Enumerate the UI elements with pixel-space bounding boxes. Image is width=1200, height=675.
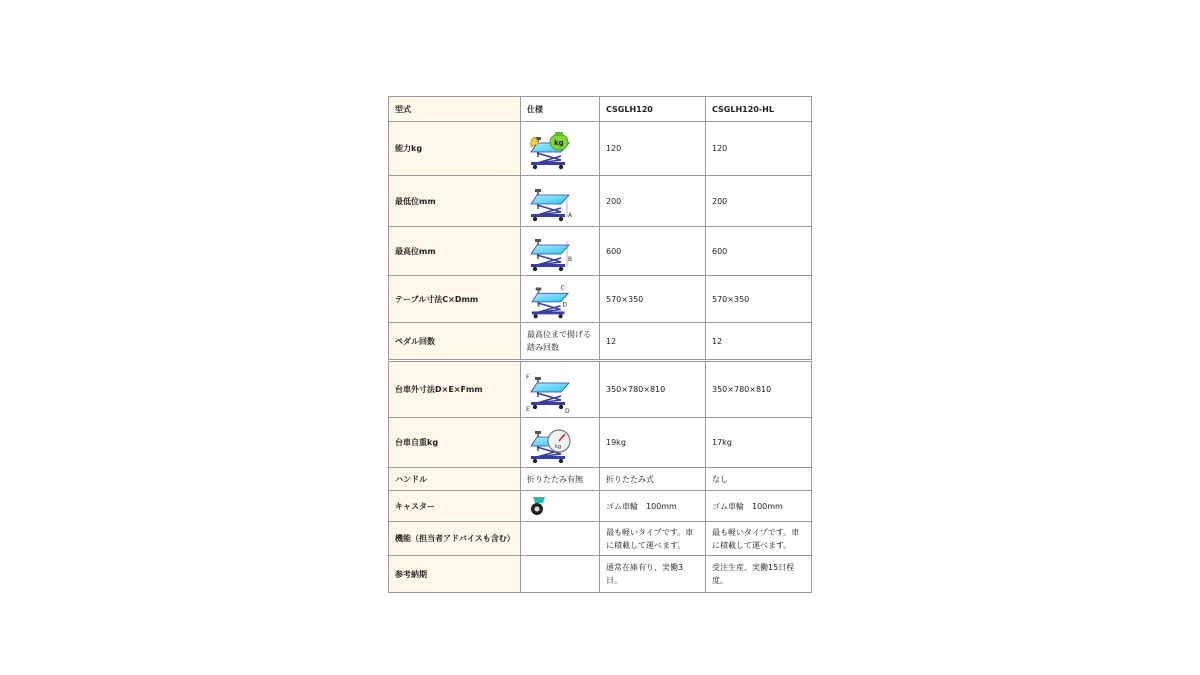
table-row [389, 522, 812, 556]
spec-table-lower [388, 361, 812, 593]
table-row [389, 468, 812, 491]
row-value-csglh120-hl: 12 [706, 323, 812, 360]
cart-weight-scale-icon [523, 419, 579, 467]
row-spec [521, 362, 600, 418]
row-spec [521, 522, 600, 556]
row-value-csglh120: 570×350 [600, 276, 706, 323]
row-label: テーブル寸法C×Dmm [389, 276, 521, 323]
row-value-csglh120-hl: 最も軽いタイプです。車に積載して運べます。 [706, 522, 812, 556]
table-row [389, 227, 812, 276]
row-spec: 折りたたみ有無 [521, 468, 600, 491]
header-row [389, 97, 812, 122]
row-value-csglh120: 350×780×810 [600, 362, 706, 418]
row-value-csglh120-hl: 120 [706, 122, 812, 176]
row-value-csglh120: ゴム車輪 100mm [600, 491, 706, 522]
row-value-csglh120: 通常在庫有り、実働3日。 [600, 556, 706, 593]
row-label: 最高位mm [389, 227, 521, 276]
row-label: キャスター [389, 491, 521, 522]
row-value-csglh120-hl: 570×350 [706, 276, 812, 323]
row-value-csglh120: 最も軽いタイプです。車に積載して運べます。 [600, 522, 706, 556]
table-row [389, 556, 812, 593]
row-spec [521, 122, 600, 176]
row-spec: 最高位まで揚げる踏み回数 [521, 323, 600, 360]
row-spec [521, 276, 600, 323]
table-row [389, 323, 812, 360]
highest-height-icon [523, 227, 579, 275]
svg-text:kg: kg [554, 138, 564, 147]
header-model-csglh120-hl: CSGLH120-HL [706, 97, 812, 122]
row-value-csglh120-hl: なし [706, 468, 812, 491]
svg-text:C: C [560, 285, 565, 292]
row-value-csglh120-hl: ゴム車輪 100mm [706, 491, 812, 522]
table-row [389, 176, 812, 227]
header-model-csglh120: CSGLH120 [600, 97, 706, 122]
table-size-icon [523, 276, 579, 322]
table-row [389, 491, 812, 522]
row-value-csglh120: 200 [600, 176, 706, 227]
row-spec [521, 227, 600, 276]
caster-wheel-icon [527, 495, 549, 517]
svg-text:E: E [526, 405, 530, 413]
row-label: 台車自重kg [389, 418, 521, 468]
row-label: 最低位mm [389, 176, 521, 227]
spec-table-upper [388, 96, 812, 360]
header-spec: 仕様 [521, 97, 600, 122]
row-value-csglh120: 折りたたみ式 [600, 468, 706, 491]
table-row [389, 122, 812, 176]
cart-dimensions-icon [523, 365, 579, 415]
row-value-csglh120-hl: 200 [706, 176, 812, 227]
row-value-csglh120-hl: 350×780×810 [706, 362, 812, 418]
row-value-csglh120: 600 [600, 227, 706, 276]
row-value-csglh120: 120 [600, 122, 706, 176]
row-spec [521, 491, 600, 522]
svg-text:F: F [526, 373, 530, 381]
row-value-csglh120-hl: 600 [706, 227, 812, 276]
row-value-csglh120: 19kg [600, 418, 706, 468]
row-spec [521, 418, 600, 468]
row-spec [521, 176, 600, 227]
row-value-csglh120: 12 [600, 323, 706, 360]
row-value-csglh120-hl: 受注生産、実働15日程度。 [706, 556, 812, 593]
table-row [389, 276, 812, 323]
row-spec [521, 556, 600, 593]
svg-text:kg: kg [555, 443, 562, 450]
capacity-weight-icon [523, 125, 579, 173]
svg-text:D: D [562, 302, 567, 309]
row-label: 台車外寸法D×E×Fmm [389, 362, 521, 418]
svg-text:B: B [568, 256, 573, 263]
row-label: 機能（担当者アドバイスも含む） [389, 522, 521, 556]
row-label: ペダル回数 [389, 323, 521, 360]
row-label: 能力kg [389, 122, 521, 176]
row-value-csglh120-hl: 17kg [706, 418, 812, 468]
table-row [389, 418, 812, 468]
svg-text:A: A [568, 212, 573, 219]
row-label: ハンドル [389, 468, 521, 491]
row-label: 参考納期 [389, 556, 521, 593]
svg-text:D: D [565, 407, 570, 415]
header-label: 型式 [389, 97, 521, 122]
lowest-height-icon [523, 177, 579, 225]
table-row [389, 362, 812, 418]
